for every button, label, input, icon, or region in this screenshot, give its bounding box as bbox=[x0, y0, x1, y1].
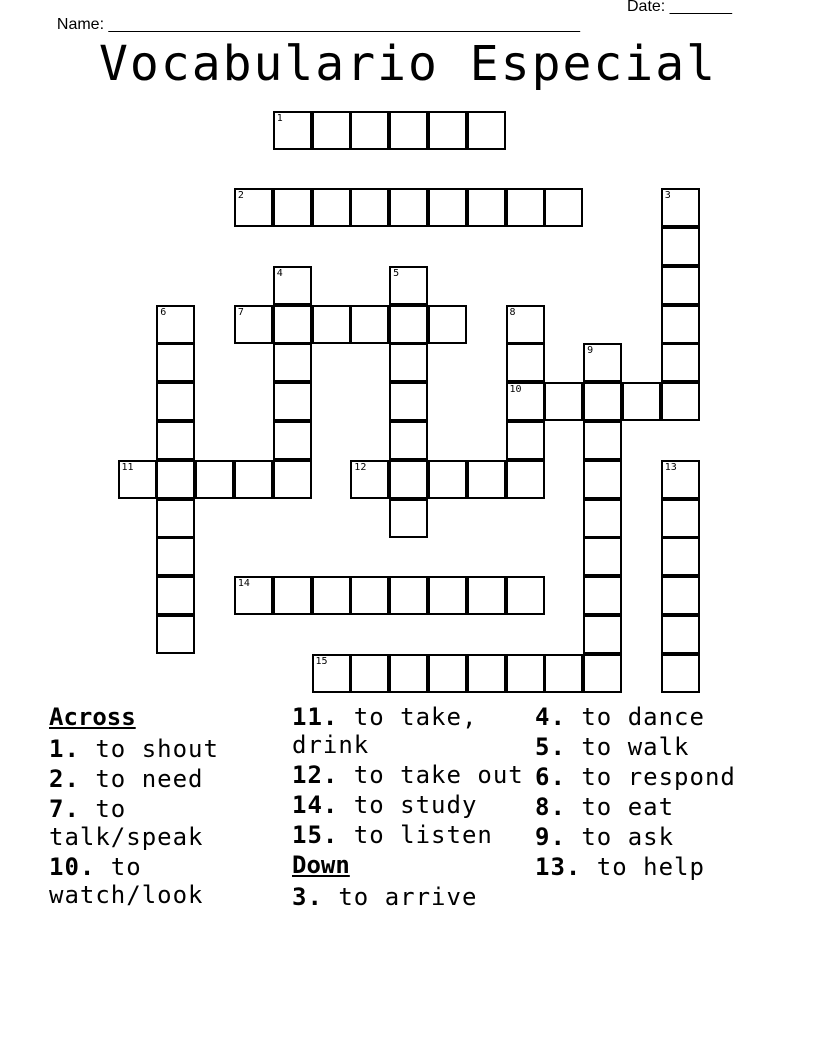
grid-cell[interactable] bbox=[428, 305, 467, 344]
grid-cell[interactable] bbox=[273, 460, 312, 499]
grid-cell[interactable] bbox=[506, 343, 545, 382]
grid-cell[interactable] bbox=[583, 343, 622, 382]
grid-cell[interactable] bbox=[389, 188, 428, 227]
clue-number: 14 bbox=[237, 578, 250, 590]
grid-cell[interactable] bbox=[273, 576, 312, 615]
grid-cell[interactable] bbox=[544, 654, 583, 693]
clue-down-6: 6. to respond bbox=[535, 763, 736, 791]
grid-cell[interactable] bbox=[506, 576, 545, 615]
clue-down-4: 4. to dance bbox=[535, 703, 705, 731]
clue-across-11: 11. to take, drink bbox=[292, 703, 478, 759]
down-heading: Down bbox=[292, 851, 350, 879]
grid-cell[interactable] bbox=[506, 382, 545, 421]
grid-cell[interactable] bbox=[506, 460, 545, 499]
grid-cell[interactable] bbox=[506, 654, 545, 693]
grid-cell[interactable] bbox=[234, 576, 273, 615]
grid-cell[interactable] bbox=[273, 188, 312, 227]
grid-cell[interactable] bbox=[156, 343, 195, 382]
grid-cell[interactable] bbox=[428, 188, 467, 227]
clues-column-2 bbox=[292, 703, 524, 913]
clue-number: 13 bbox=[664, 461, 677, 473]
grid-cell[interactable] bbox=[661, 654, 700, 693]
grid-cell[interactable] bbox=[389, 305, 428, 344]
clue-number: 15 bbox=[315, 655, 328, 667]
grid-cell[interactable] bbox=[544, 382, 583, 421]
grid-cell[interactable] bbox=[661, 537, 700, 576]
grid-cell[interactable] bbox=[583, 382, 622, 421]
page-title: Vocabulario Especial bbox=[99, 36, 717, 92]
grid-cell[interactable] bbox=[350, 654, 389, 693]
clues-column-1 bbox=[49, 703, 279, 911]
grid-cell[interactable] bbox=[350, 111, 389, 150]
grid-cell[interactable] bbox=[428, 654, 467, 693]
grid-cell[interactable] bbox=[156, 460, 195, 499]
clue-across-2: 2. to need bbox=[49, 765, 204, 793]
clue-across-14: 14. to study bbox=[292, 791, 478, 819]
grid-cell[interactable] bbox=[312, 111, 351, 150]
grid-cell[interactable] bbox=[467, 460, 506, 499]
clue-number: 12 bbox=[354, 461, 367, 473]
grid-cell[interactable] bbox=[661, 382, 700, 421]
clue-down-9: 9. to ask bbox=[535, 823, 675, 851]
grid-cell[interactable] bbox=[389, 576, 428, 615]
grid-cell[interactable] bbox=[389, 111, 428, 150]
clue-number: 8 bbox=[509, 306, 516, 318]
grid-cell[interactable] bbox=[312, 654, 351, 693]
grid-cell[interactable] bbox=[661, 305, 700, 344]
grid-cell[interactable] bbox=[195, 460, 234, 499]
grid-cell[interactable] bbox=[661, 499, 700, 538]
grid-cell[interactable] bbox=[583, 537, 622, 576]
clue-down-5: 5. to walk bbox=[535, 733, 690, 761]
clue-across-10: 10. to watch/look bbox=[49, 853, 204, 909]
grid-cell[interactable] bbox=[389, 266, 428, 305]
grid-cell[interactable] bbox=[156, 537, 195, 576]
grid-cell[interactable] bbox=[273, 382, 312, 421]
grid-cell[interactable] bbox=[312, 305, 351, 344]
clue-number: 4 bbox=[276, 267, 283, 279]
clue-number: 1 bbox=[276, 112, 283, 124]
grid-cell[interactable] bbox=[428, 111, 467, 150]
grid-cell[interactable] bbox=[156, 382, 195, 421]
grid-cell[interactable] bbox=[661, 615, 700, 654]
grid-cell[interactable] bbox=[467, 111, 506, 150]
grid-cell[interactable] bbox=[467, 188, 506, 227]
clue-number: 3 bbox=[664, 190, 671, 202]
grid-cell[interactable] bbox=[156, 421, 195, 460]
grid-cell[interactable] bbox=[661, 343, 700, 382]
grid-cell[interactable] bbox=[234, 305, 273, 344]
clue-down-3: 3. to arrive bbox=[292, 883, 478, 911]
grid-cell[interactable] bbox=[661, 188, 700, 227]
grid-cell[interactable] bbox=[156, 499, 195, 538]
grid-cell[interactable] bbox=[389, 654, 428, 693]
grid-cell[interactable] bbox=[389, 343, 428, 382]
clue-number: 5 bbox=[393, 267, 400, 279]
clue-number: 9 bbox=[587, 345, 594, 357]
clue-across-7: 7. to talk/speak bbox=[49, 795, 204, 851]
grid-cell[interactable] bbox=[622, 382, 661, 421]
grid-cell[interactable] bbox=[428, 460, 467, 499]
grid-cell[interactable] bbox=[467, 576, 506, 615]
grid-cell[interactable] bbox=[467, 654, 506, 693]
grid-cell[interactable] bbox=[234, 460, 273, 499]
clue-number: 7 bbox=[237, 306, 244, 318]
clue-number: 6 bbox=[160, 306, 167, 318]
grid-cell[interactable] bbox=[583, 499, 622, 538]
grid-cell[interactable] bbox=[156, 576, 195, 615]
grid-cell[interactable] bbox=[506, 305, 545, 344]
grid-cell[interactable] bbox=[583, 615, 622, 654]
grid-cell[interactable] bbox=[661, 227, 700, 266]
grid-cell[interactable] bbox=[583, 460, 622, 499]
grid-cell[interactable] bbox=[312, 576, 351, 615]
grid-cell[interactable] bbox=[273, 421, 312, 460]
clue-across-12: 12. to take out bbox=[292, 761, 524, 789]
grid-cell[interactable] bbox=[389, 421, 428, 460]
clue-number: 11 bbox=[121, 461, 134, 473]
grid-cell[interactable] bbox=[312, 188, 351, 227]
grid-cell[interactable] bbox=[583, 421, 622, 460]
grid-cell[interactable] bbox=[583, 576, 622, 615]
grid-cell[interactable] bbox=[118, 460, 157, 499]
name-field-label[interactable]: Name: _____________________________________________________ bbox=[56, 16, 581, 33]
grid-cell[interactable] bbox=[156, 305, 195, 344]
grid-cell[interactable] bbox=[273, 266, 312, 305]
grid-cell[interactable] bbox=[389, 382, 428, 421]
grid-cell[interactable] bbox=[273, 111, 312, 150]
grid-cell[interactable] bbox=[273, 343, 312, 382]
grid-cell[interactable] bbox=[350, 460, 389, 499]
grid-cell[interactable] bbox=[350, 188, 389, 227]
date-field-label[interactable]: Date: _______ bbox=[627, 0, 732, 15]
grid-cell[interactable] bbox=[273, 305, 312, 344]
grid-cell[interactable] bbox=[661, 460, 700, 499]
grid-cell[interactable] bbox=[583, 654, 622, 693]
clue-number: 10 bbox=[509, 384, 522, 396]
grid-cell[interactable] bbox=[389, 460, 428, 499]
grid-cell[interactable] bbox=[350, 305, 389, 344]
clues-column-3 bbox=[535, 703, 775, 883]
grid-cell[interactable] bbox=[506, 421, 545, 460]
grid-cell[interactable] bbox=[506, 188, 545, 227]
grid-cell[interactable] bbox=[156, 615, 195, 654]
grid-cell[interactable] bbox=[350, 576, 389, 615]
clue-across-15: 15. to listen bbox=[292, 821, 493, 849]
grid-cell[interactable] bbox=[544, 188, 583, 227]
clue-across-1: 1. to shout bbox=[49, 735, 219, 763]
grid-cell[interactable] bbox=[234, 188, 273, 227]
grid-cell[interactable] bbox=[428, 576, 467, 615]
clue-down-13: 13. to help bbox=[535, 853, 705, 881]
clue-down-8: 8. to eat bbox=[535, 793, 675, 821]
across-heading: Across bbox=[49, 703, 136, 731]
grid-cell[interactable] bbox=[661, 576, 700, 615]
grid-cell[interactable] bbox=[661, 266, 700, 305]
grid-cell[interactable] bbox=[389, 499, 428, 538]
clue-number: 2 bbox=[237, 190, 244, 202]
